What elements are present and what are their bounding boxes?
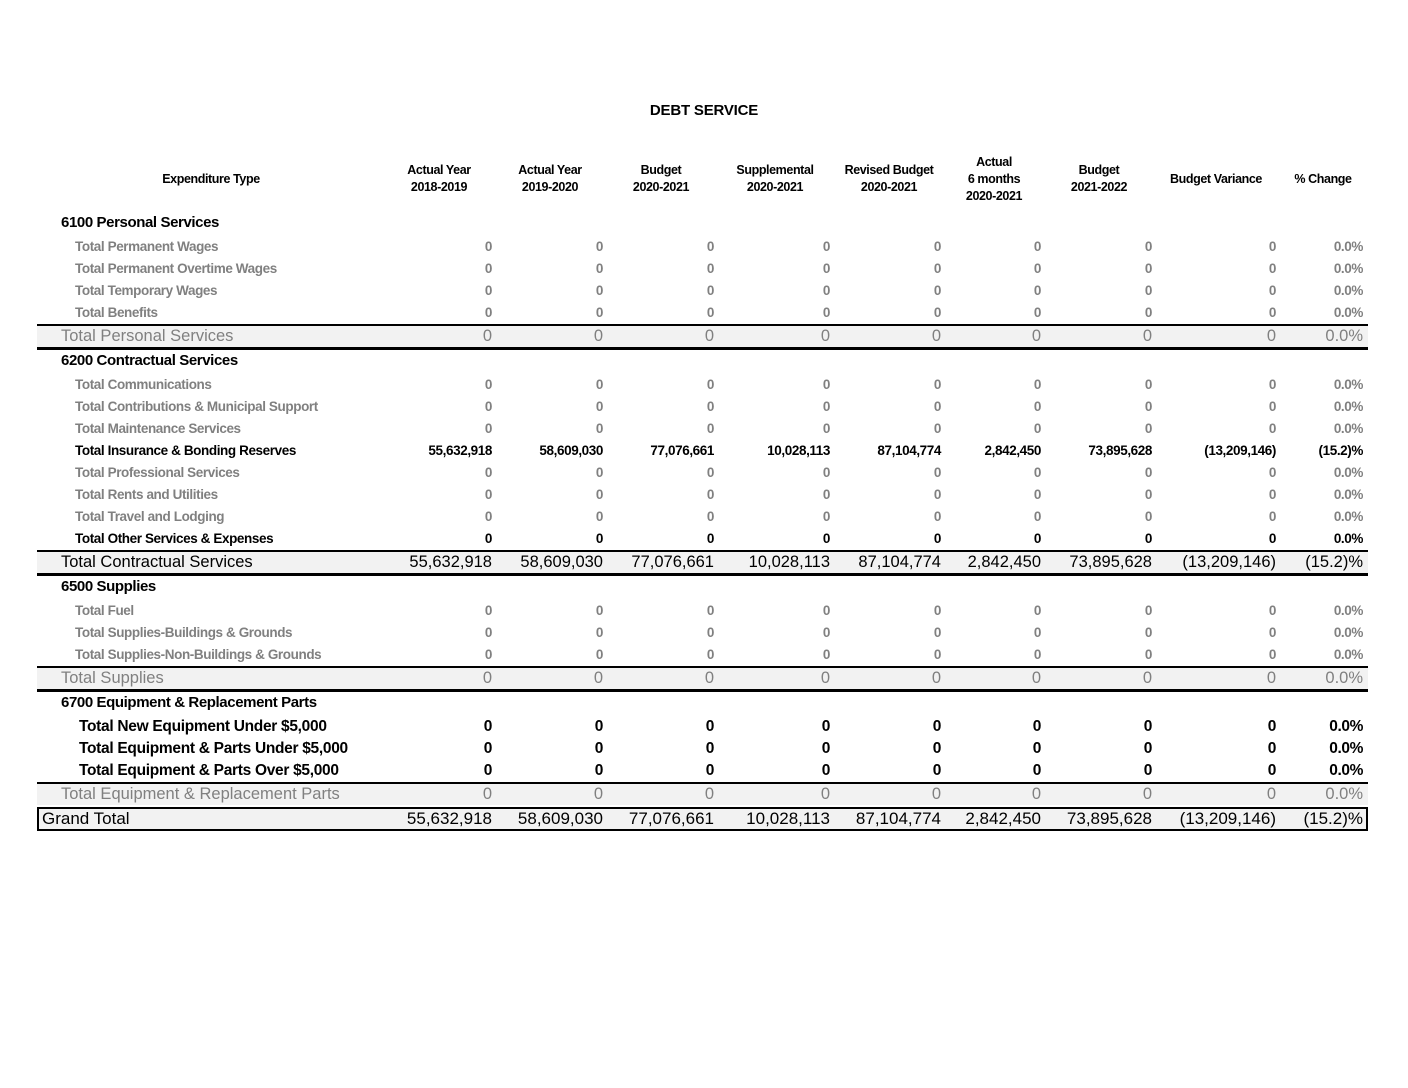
cell-value: 0.0% — [1325, 785, 1363, 803]
cell-value: 0 — [482, 327, 492, 345]
cell-value: 0 — [484, 603, 492, 618]
row-label: Total Benefits — [75, 305, 158, 320]
cell-value: 0 — [1268, 377, 1276, 392]
cell-value: 0 — [484, 625, 492, 640]
row-label: Total Contributions & Municipal Support — [75, 399, 318, 414]
section-header-row — [37, 692, 1368, 716]
cell-value: 0 — [1144, 603, 1152, 618]
cell-value: 0 — [1268, 421, 1276, 436]
cell-value: 0.0% — [1329, 762, 1363, 779]
cell-value: 0 — [706, 305, 714, 320]
cell-value: 0 — [1268, 465, 1276, 480]
cell-value: 0 — [1268, 399, 1276, 414]
section-header-row — [37, 576, 1368, 600]
cell-value: 0 — [482, 785, 492, 803]
cell-value: 0 — [1033, 305, 1041, 320]
column-header-line: 2018-2019 — [410, 180, 468, 194]
row-label: Total Temporary Wages — [75, 283, 218, 298]
cell-value: 0 — [595, 487, 603, 502]
line-item-row — [37, 484, 1368, 506]
cell-value: 10,028,113 — [746, 809, 830, 828]
cell-value: 0 — [821, 762, 830, 779]
column-header — [111, 171, 311, 188]
cell-value: 0 — [1144, 531, 1152, 546]
row-label: Total Maintenance Services — [75, 421, 241, 436]
page-title: DEBT SERVICE — [649, 102, 759, 119]
cell-value: 0 — [1031, 669, 1041, 687]
cell-value: 55,632,918 — [406, 809, 492, 828]
cell-value: 0 — [706, 603, 714, 618]
cell-value: 0.0% — [1333, 377, 1363, 392]
cell-value: 0 — [933, 239, 941, 254]
cell-value: 0 — [822, 465, 830, 480]
cell-value: 0 — [1142, 327, 1152, 345]
section-header-row — [37, 350, 1368, 374]
cell-value: 0 — [820, 785, 830, 803]
column-header-line: Expenditure Type — [162, 171, 260, 186]
subtotal-row — [37, 666, 1368, 692]
cell-value: 0 — [484, 509, 492, 524]
cell-value: 0.0% — [1329, 718, 1363, 735]
cell-value: 0 — [706, 647, 714, 662]
cell-value: 0 — [932, 740, 941, 757]
cell-value: 0 — [595, 377, 603, 392]
cell-value: 0 — [1266, 327, 1276, 345]
cell-value: 0.0% — [1333, 305, 1363, 320]
column-header-line: 2020-2021 — [632, 180, 690, 194]
row-label: Total New Equipment Under $5,000 — [79, 718, 327, 735]
row-label: Grand Total — [42, 809, 130, 828]
cell-value: 0 — [706, 283, 714, 298]
table-header — [37, 152, 1368, 210]
cell-value: 0 — [822, 647, 830, 662]
cell-value: 0 — [822, 305, 830, 320]
row-label: 6100 Personal Services — [61, 214, 219, 231]
column-header-line: 2020-2021 — [860, 180, 918, 194]
grand-total-row — [37, 807, 1368, 831]
cell-value: 0 — [933, 399, 941, 414]
cell-value: 0 — [1144, 377, 1152, 392]
cell-value: 0 — [821, 718, 830, 735]
cell-value: 0 — [484, 399, 492, 414]
cell-value: 0.0% — [1333, 531, 1363, 546]
cell-value: 0 — [822, 603, 830, 618]
cell-value: 0 — [933, 531, 941, 546]
cell-value: 0 — [705, 718, 714, 735]
column-header — [389, 162, 489, 196]
row-label: Total Insurance & Bonding Reserves — [75, 443, 296, 458]
column-header-line: 2019-2020 — [521, 180, 579, 194]
row-label: Total Supplies — [61, 669, 164, 687]
cell-value: 0 — [1144, 239, 1152, 254]
cell-value: 0 — [1143, 740, 1152, 757]
cell-value: 0 — [1142, 669, 1152, 687]
cell-value: 0.0% — [1329, 740, 1363, 757]
cell-value: 0 — [706, 377, 714, 392]
row-label: 6700 Equipment & Replacement Parts — [61, 694, 317, 711]
cell-value: 73,895,628 — [1088, 443, 1152, 458]
cell-value: 0 — [822, 261, 830, 276]
cell-value: 0.0% — [1333, 603, 1363, 618]
cell-value: 0 — [595, 421, 603, 436]
cell-value: 0 — [484, 487, 492, 502]
cell-value: 0 — [821, 740, 830, 757]
row-label: Total Supplies-Non-Buildings & Grounds — [75, 647, 322, 662]
cell-value: 0 — [704, 785, 714, 803]
cell-value: 0 — [822, 487, 830, 502]
line-item-row — [37, 418, 1368, 440]
expenditure-table — [37, 212, 1368, 831]
cell-value: 0 — [1268, 239, 1276, 254]
cell-value: (13,209,146) — [1204, 443, 1276, 458]
column-header-line: 6 months — [967, 171, 1021, 186]
cell-value: 0 — [593, 327, 603, 345]
cell-value: 0 — [1268, 603, 1276, 618]
cell-value: 0 — [482, 669, 492, 687]
cell-value: 73,895,628 — [1069, 553, 1152, 571]
column-header-line: Actual Year — [407, 163, 471, 177]
cell-value: 0 — [1144, 305, 1152, 320]
row-label: Total Supplies-Buildings & Grounds — [75, 625, 293, 640]
cell-value: 0 — [594, 718, 603, 735]
cell-value: 0 — [1268, 625, 1276, 640]
cell-value: (15.2)% — [1305, 553, 1363, 571]
cell-value: 0 — [706, 399, 714, 414]
cell-value: 0 — [706, 465, 714, 480]
line-item-row — [37, 236, 1368, 258]
row-label: Total Equipment & Parts Under $5,000 — [79, 740, 348, 757]
column-header — [500, 162, 600, 196]
cell-value: 87,104,774 — [855, 809, 941, 828]
cell-value: 2,842,450 — [984, 443, 1041, 458]
cell-value: 0 — [704, 327, 714, 345]
row-label: 6200 Contractual Services — [61, 352, 238, 369]
cell-value: 0 — [1033, 399, 1041, 414]
line-item-row — [37, 280, 1368, 302]
line-item-row — [37, 622, 1368, 644]
cell-value: 0.0% — [1325, 327, 1363, 345]
cell-value: 0 — [822, 509, 830, 524]
cell-value: 0 — [1268, 305, 1276, 320]
cell-value: (13,209,146) — [1179, 809, 1276, 828]
cell-value: 0 — [822, 531, 830, 546]
cell-value: 0 — [1144, 465, 1152, 480]
cell-value: 0 — [1033, 283, 1041, 298]
line-item-row — [37, 440, 1368, 462]
cell-value: 0 — [1267, 740, 1276, 757]
cell-value: 0 — [593, 785, 603, 803]
cell-value: 0 — [932, 762, 941, 779]
column-header-line: Budget — [640, 163, 682, 177]
cell-value: 0 — [1144, 421, 1152, 436]
cell-value: 0 — [1267, 718, 1276, 735]
cell-value: 0 — [1144, 625, 1152, 640]
subtotal-row — [37, 782, 1368, 805]
row-label: Total Fuel — [75, 603, 134, 618]
cell-value: 10,028,113 — [767, 443, 830, 458]
row-label: Total Travel and Lodging — [75, 509, 225, 524]
column-header — [1151, 171, 1281, 188]
cell-value: 0.0% — [1325, 669, 1363, 687]
column-header — [1054, 162, 1144, 196]
cell-value: 0 — [1033, 509, 1041, 524]
cell-value: 0 — [1031, 327, 1041, 345]
line-item-row — [37, 644, 1368, 666]
cell-value: 0 — [933, 305, 941, 320]
row-label: Total Communications — [75, 377, 212, 392]
column-header — [611, 162, 711, 196]
cell-value: 0 — [1033, 465, 1041, 480]
cell-value: 0 — [595, 399, 603, 414]
cell-value: 0 — [1144, 261, 1152, 276]
column-header — [949, 154, 1039, 205]
cell-value: 55,632,918 — [409, 553, 492, 571]
line-item-row — [37, 302, 1368, 324]
column-header — [1278, 171, 1368, 188]
line-item-row — [37, 600, 1368, 622]
column-header-line: Actual Year — [518, 163, 582, 177]
cell-value: 0 — [484, 421, 492, 436]
cell-value: 0 — [704, 669, 714, 687]
cell-value: 0 — [484, 261, 492, 276]
cell-value: 0 — [931, 785, 941, 803]
column-header-line: Supplemental — [736, 163, 814, 177]
cell-value: 0.0% — [1333, 283, 1363, 298]
cell-value: 0 — [484, 239, 492, 254]
cell-value: 0 — [1144, 509, 1152, 524]
cell-value: 87,104,774 — [877, 443, 941, 458]
cell-value: 0 — [1033, 647, 1041, 662]
cell-value: 0 — [1033, 625, 1041, 640]
cell-value: 0 — [932, 718, 941, 735]
cell-value: 0 — [595, 239, 603, 254]
cell-value: 0 — [1033, 531, 1041, 546]
subtotal-row — [37, 324, 1368, 350]
cell-value: 0 — [483, 740, 492, 757]
cell-value: 0 — [1032, 740, 1041, 757]
cell-value: 0 — [1033, 487, 1041, 502]
cell-value: 0 — [1032, 762, 1041, 779]
row-label: Total Other Services & Expenses — [75, 531, 274, 546]
cell-value: 0 — [1033, 377, 1041, 392]
cell-value: 0.0% — [1333, 625, 1363, 640]
cell-value: 0 — [820, 669, 830, 687]
column-header-line: Revised Budget — [844, 163, 934, 177]
cell-value: 0 — [820, 327, 830, 345]
cell-value: 2,842,450 — [965, 809, 1041, 828]
column-header-line: Budget Variance — [1170, 171, 1262, 186]
column-header-line: Budget — [1078, 163, 1120, 177]
cell-value: 0 — [706, 421, 714, 436]
cell-value: 0 — [1143, 718, 1152, 735]
cell-value: 0 — [933, 421, 941, 436]
row-label: Total Equipment & Parts Over $5,000 — [79, 762, 339, 779]
cell-value: 55,632,918 — [428, 443, 492, 458]
row-label: Total Equipment & Replacement Parts — [61, 785, 340, 803]
cell-value: 0 — [1268, 509, 1276, 524]
cell-value: 0 — [931, 327, 941, 345]
cell-value: 0 — [931, 669, 941, 687]
cell-value: 0 — [1268, 261, 1276, 276]
cell-value: 0 — [1144, 399, 1152, 414]
cell-value: 0 — [933, 603, 941, 618]
cell-value: 0 — [933, 625, 941, 640]
line-item-row — [37, 716, 1368, 738]
cell-value: 0 — [822, 625, 830, 640]
cell-value: 0 — [594, 762, 603, 779]
cell-value: 0 — [1144, 647, 1152, 662]
cell-value: (13,209,146) — [1182, 553, 1276, 571]
row-label: 6500 Supplies — [61, 578, 156, 595]
cell-value: 0 — [593, 669, 603, 687]
section-header-row — [37, 212, 1368, 236]
cell-value: 2,842,450 — [967, 553, 1041, 571]
cell-value: 0 — [822, 377, 830, 392]
column-header-line: 2020-2021 — [746, 180, 804, 194]
cell-value: 0.0% — [1333, 465, 1363, 480]
cell-value: 0 — [706, 509, 714, 524]
cell-value: 0 — [484, 531, 492, 546]
row-label: Total Rents and Utilities — [75, 487, 218, 502]
cell-value: 0 — [1268, 647, 1276, 662]
cell-value: 0 — [1033, 261, 1041, 276]
cell-value: (15.2)% — [1318, 443, 1363, 458]
cell-value: 0 — [933, 487, 941, 502]
cell-value: 0 — [1033, 239, 1041, 254]
cell-value: 73,895,628 — [1066, 809, 1152, 828]
cell-value: 77,076,661 — [628, 809, 714, 828]
cell-value: 0 — [484, 647, 492, 662]
cell-value: 0 — [933, 647, 941, 662]
line-item-row — [37, 738, 1368, 760]
cell-value: 87,104,774 — [858, 553, 941, 571]
column-header-line: % Change — [1294, 171, 1352, 186]
cell-value: 0 — [595, 283, 603, 298]
cell-value: 77,076,661 — [631, 553, 714, 571]
cell-value: 0 — [1142, 785, 1152, 803]
cell-value: 0 — [1031, 785, 1041, 803]
cell-value: 0 — [484, 377, 492, 392]
cell-value: (15.2)% — [1303, 809, 1363, 828]
cell-value: 0 — [933, 509, 941, 524]
line-item-row — [37, 258, 1368, 280]
subtotal-row — [37, 550, 1368, 576]
line-item-row — [37, 462, 1368, 484]
cell-value: 0 — [706, 487, 714, 502]
cell-value: 0 — [706, 625, 714, 640]
cell-value: 58,609,030 — [517, 809, 603, 828]
cell-value: 0 — [595, 261, 603, 276]
column-header — [720, 162, 830, 196]
cell-value: 0 — [484, 305, 492, 320]
cell-value: 0.0% — [1333, 487, 1363, 502]
line-item-row — [37, 528, 1368, 550]
cell-value: 0 — [706, 239, 714, 254]
cell-value: 0.0% — [1333, 421, 1363, 436]
cell-value: 0 — [483, 718, 492, 735]
cell-value: 58,609,030 — [539, 443, 603, 458]
cell-value: 0 — [595, 509, 603, 524]
cell-value: 0 — [595, 625, 603, 640]
cell-value: 0 — [1144, 283, 1152, 298]
line-item-row — [37, 374, 1368, 396]
cell-value: 0 — [594, 740, 603, 757]
column-header-line: 2021-2022 — [1070, 180, 1128, 194]
cell-value: 0 — [1268, 487, 1276, 502]
cell-value: 0 — [484, 465, 492, 480]
cell-value: 0 — [1266, 785, 1276, 803]
cell-value: 0 — [705, 740, 714, 757]
cell-value: 0 — [933, 283, 941, 298]
column-header-line: 2020-2021 — [965, 188, 1023, 203]
cell-value: 0.0% — [1333, 239, 1363, 254]
cell-value: 0 — [933, 465, 941, 480]
line-item-row — [37, 506, 1368, 528]
row-label: Total Personal Services — [61, 327, 234, 345]
cell-value: 0 — [822, 239, 830, 254]
cell-value: 0 — [1144, 487, 1152, 502]
cell-value: 0 — [1268, 283, 1276, 298]
cell-value: 10,028,113 — [748, 553, 830, 571]
cell-value: 0.0% — [1333, 509, 1363, 524]
row-label: Total Permanent Wages — [75, 239, 219, 254]
column-header — [829, 162, 949, 196]
cell-value: 0 — [822, 399, 830, 414]
row-label: Total Contractual Services — [61, 553, 253, 571]
column-header-line: Actual — [976, 154, 1012, 169]
cell-value: 0 — [595, 465, 603, 480]
cell-value: 0.0% — [1333, 399, 1363, 414]
cell-value: 0 — [1032, 718, 1041, 735]
cell-value: 0 — [933, 377, 941, 392]
line-item-row — [37, 396, 1368, 418]
cell-value: 0 — [822, 283, 830, 298]
cell-value: 0 — [1033, 603, 1041, 618]
row-label: Total Professional Services — [75, 465, 240, 480]
cell-value: 0 — [1143, 762, 1152, 779]
cell-value: 0 — [706, 531, 714, 546]
cell-value: 0 — [595, 531, 603, 546]
cell-value: 0.0% — [1333, 647, 1363, 662]
cell-value: 0 — [595, 647, 603, 662]
cell-value: 0 — [484, 283, 492, 298]
cell-value: 58,609,030 — [520, 553, 603, 571]
cell-value: 0 — [1268, 531, 1276, 546]
cell-value: 0 — [706, 261, 714, 276]
row-label: Total Permanent Overtime Wages — [75, 261, 277, 276]
cell-value: 0 — [595, 603, 603, 618]
cell-value: 0 — [595, 305, 603, 320]
cell-value: 0 — [1033, 421, 1041, 436]
cell-value: 0 — [483, 762, 492, 779]
cell-value: 0 — [933, 261, 941, 276]
cell-value: 0 — [705, 762, 714, 779]
line-item-row — [37, 760, 1368, 782]
cell-value: 0.0% — [1333, 261, 1363, 276]
cell-value: 77,076,661 — [650, 443, 714, 458]
cell-value: 0 — [822, 421, 830, 436]
cell-value: 0 — [1267, 762, 1276, 779]
cell-value: 0 — [1266, 669, 1276, 687]
